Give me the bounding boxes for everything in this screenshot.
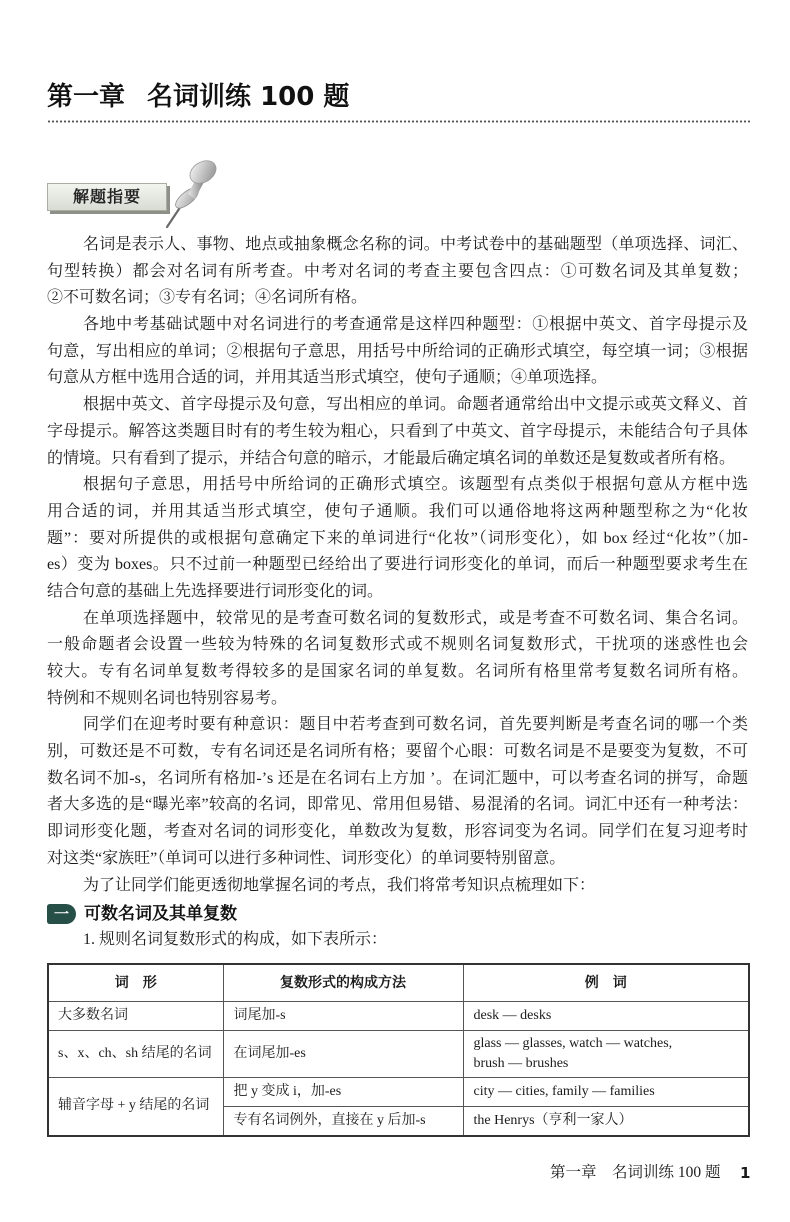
- guide-badge: 解题指要: [47, 183, 167, 211]
- paragraph-line: es）变为 boxes。只不过前一种题型已经给出了要进行词形变化的单词，而后一种题型要求考生在: [47, 556, 748, 574]
- table-cell-example-line: brush — brushes: [473, 1055, 569, 1071]
- paragraph-line: 较大。专有名词单复数考得较多的是国家名词的单复数。名词所有格里常考复数名词所有格。: [47, 663, 748, 680]
- paragraph: [47, 232, 748, 312]
- table-cell-method: 专有名词例外，直接在 y 后加-s: [223, 1106, 463, 1136]
- paragraph-line: 句型转换）都会对名词有所考查。中考对名词的考查主要包含四点：①可数名词及其单复数；: [47, 262, 748, 280]
- chapter-number: 第一章: [47, 82, 126, 112]
- paragraph-line: 在单项选择题中，较常见的是考查可数名词的复数形式，或是考查不可数名词、集合名词。: [83, 609, 748, 627]
- table-cell-example: [463, 1030, 749, 1077]
- paragraph: [47, 606, 748, 713]
- paragraph-line: 名词是表示人、事物、地点或抽象概念名称的词。中考试卷中的基础题型（单项选择、词汇、: [83, 236, 748, 253]
- paragraph-line: 对这类“家族旺”（单词可以进行多种词性、词形变化）的单词要特别留意。: [47, 849, 566, 867]
- dotted-divider: [47, 120, 750, 123]
- table-header-example: 例 词: [463, 964, 749, 1001]
- paragraph-line: 题”：要对所提供的或根据句意确定下来的单词进行“化妆”（词形变化），如 box 经过“化妆”（加-: [47, 529, 748, 547]
- table-row: [48, 1001, 749, 1030]
- paragraph-line: 特例和不规则名词也特别容易考。: [47, 689, 288, 707]
- section-heading: [47, 902, 237, 926]
- paragraph: [47, 392, 748, 472]
- table-cell-form: s、x、ch、sh 结尾的名词: [48, 1030, 223, 1077]
- chapter-title: [47, 79, 349, 115]
- paragraph-line: 句意从方框中选用合适的词，并用其适当形式填空，使句子通顺；④单项选择。: [47, 369, 608, 387]
- table-header-word-form: 词 形: [48, 964, 223, 1001]
- paragraph-line: 为了让同学们能更透彻地掌握名词的考点，我们将常考知识点梳理如下：: [83, 876, 596, 894]
- paragraph-line: 各地中考基础试题中对名词进行的考查通常是这样四种题型：①根据中英文、首字母提示及: [83, 316, 748, 334]
- paragraph: [47, 472, 748, 605]
- paragraph: [47, 712, 748, 872]
- paragraph-line: 数名词不加-s，名词所有格加-’s 还是在名词右上方加 ’。在词汇题中，可以考查名词的拼写，命题: [47, 769, 748, 787]
- paragraph-line: 用合适的词，并用其适当形式填空，使句子通顺。我们可以通俗地将这两种题型称之为“化妆: [47, 502, 748, 520]
- paragraph-line: 者大多选的是“曝光率”较高的名词，即常见、常用但易错、易混淆的名词。词汇中还有一种考法：: [47, 796, 748, 814]
- table-cell-example-line: glass — glasses, watch — watches,: [473, 1035, 673, 1051]
- paragraph-line: 即词形变化题，考查对名词的词形变化，单数改为复数，形容词变为名词。同学们在复习迎考时: [47, 823, 748, 841]
- chapter-name: 名词训练 100 题: [147, 82, 350, 112]
- table-row: [48, 1030, 749, 1077]
- guide-text: [47, 232, 748, 899]
- running-footer-title: 第一章 名词训练 100 题: [550, 1164, 721, 1181]
- table-cell-example: the Henrys（亨利一家人）: [463, 1106, 749, 1136]
- paragraph-line: 同学们在迎考时要有种意识：题目中若考查到可数名词，首先要判断是考查名词的哪一个类: [83, 716, 748, 734]
- paragraph-line: 结合句意的基础上先选择要进行词形变化的词。: [47, 582, 384, 600]
- table-cell-method: 词尾加-s: [223, 1001, 463, 1030]
- plural-rules-table: [47, 963, 750, 1137]
- table-row: [48, 1077, 749, 1106]
- section-number-badge: 一: [47, 904, 76, 924]
- table-cell-form: 辅音字母 + y 结尾的名词: [48, 1077, 223, 1136]
- paragraph-line: 一般命题者会设置一些较为特殊的名词复数形式或不规则名词复数形式，干扰项的迷惑性也会: [47, 636, 748, 654]
- subsection-heading: 1. 规则名词复数形式的构成，如下表所示：: [83, 931, 388, 948]
- page-number: 1: [740, 1164, 751, 1182]
- paragraph-line: 别，可数还是不可数，专有名词还是名词所有格；要留个心眼：可数名词是不是要变为复数，不可: [47, 743, 748, 761]
- table-cell-example: desk — desks: [463, 1001, 749, 1030]
- paragraph-line: 句意，写出相应的单词；②根据句子意思，用括号中所给词的正确形式填空，每空填一词；③根据: [47, 342, 748, 360]
- paragraph-line: 的情境。只有看到了提示，并结合句意的暗示，才能最后确定填名词的单数还是复数或者所有格。: [47, 449, 736, 467]
- paragraph: [47, 873, 748, 900]
- table-header-row: [48, 964, 749, 1001]
- paragraph-line: 根据中英文、首字母提示及句意，写出相应的单词。命题者通常给出中文提示或英文释义、首: [83, 396, 748, 414]
- paragraph-line: 字母提示。解答这类题目时有的考生较为粗心，只看到了中英文、首字母提示，未能结合句子具体: [47, 422, 748, 440]
- section-title: 可数名词及其单复数: [84, 904, 237, 924]
- table-cell-example: city — cities, family — families: [463, 1077, 749, 1106]
- paragraph: [47, 312, 748, 392]
- pushpin-icon: [158, 152, 220, 230]
- table-cell-method: 把 y 变成 i，加-es: [223, 1077, 463, 1106]
- table-cell-method: 在词尾加-es: [223, 1030, 463, 1077]
- table-cell-form: 大多数名词: [48, 1001, 223, 1030]
- paragraph-line: 根据句子意思，用括号中所给词的正确形式填空。该题型有点类似于根据句意从方框中选: [83, 476, 748, 494]
- paragraph-line: ②不可数名词；③专有名词；④名词所有格。: [47, 289, 368, 307]
- table-header-method: 复数形式的构成方法: [223, 964, 463, 1001]
